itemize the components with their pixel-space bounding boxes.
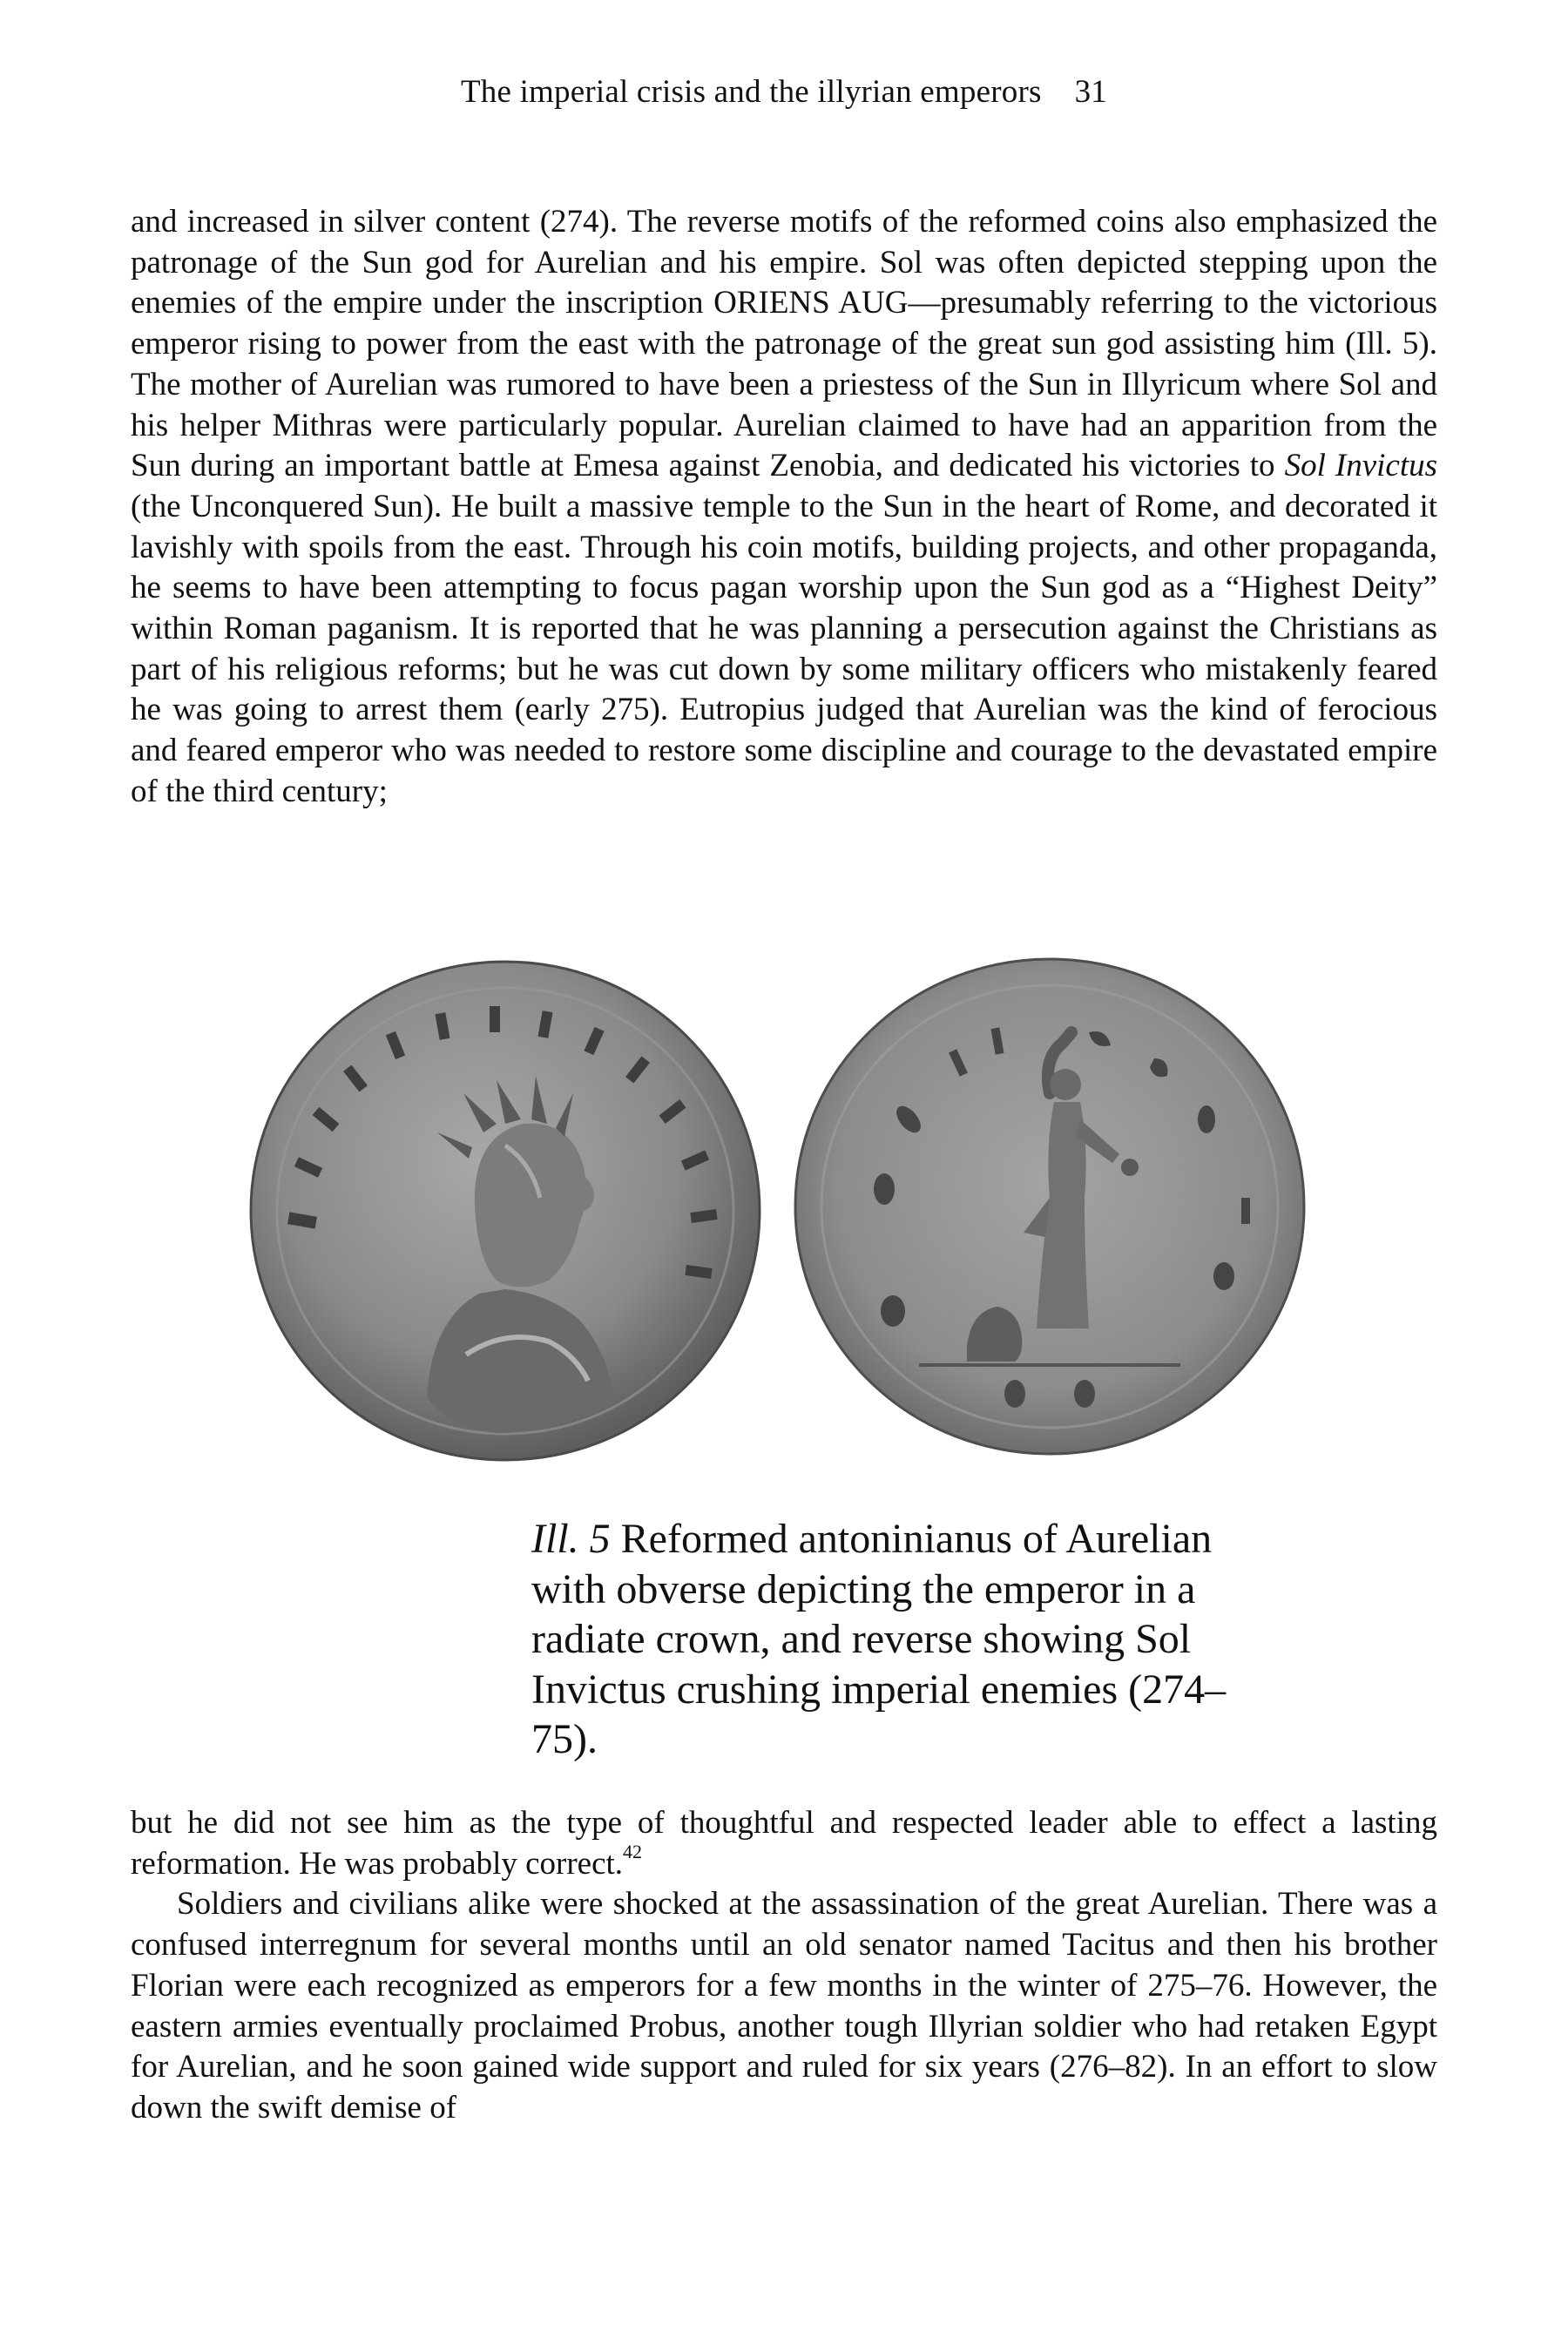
running-header [0, 73, 1568, 111]
paragraph-text: but he did not see him as the type of thoughtful and respected leader able to effect a lasting reformation. He was probably correct. [131, 1805, 1437, 1882]
figure-caption [531, 1514, 1246, 1765]
body-text-bottom [131, 1803, 1437, 2129]
page-number: 31 [1074, 74, 1107, 110]
obverse-coin-image [244, 945, 767, 1468]
footnote-marker: 42 [623, 1841, 643, 1863]
header-title: The imperial crisis and the illyrian emperors [461, 74, 1042, 110]
caption-label: Ill. 5 [531, 1516, 611, 1562]
text-segment: and increased in silver content (274). The reverse motifs of the reformed coins also emphasized the patronage of the Sun god for Aurelian and his empire. Sol was often depicted stepping upon the enemies of the empire under the inscription ORIENS AUG—presumably referring to the victorious emperor rising to power from the east with the patronage of the great sun god assisting him (Ill. 5). The mother of Aurelian was rumored to have been a priestess of the Sun in Illyricum where Sol and his helper Mithras were particularly popular. Aurelian claimed to have had an apparition from the Sun during an important battle at Emesa against Zenobia, and dedicated his victories to [131, 204, 1437, 484]
reverse-coin-image [788, 945, 1311, 1468]
paragraph-continuation [131, 1803, 1437, 1884]
coin-figure [244, 945, 1324, 1468]
caption-text: Reformed antoninianus of Aurelian with obverse depicting the emperor in a radiate crown, and reverse showing Sol Invictus crushing imperial enemies (274–75). [531, 1516, 1227, 1762]
paragraph-aurelian-sun-cult [131, 202, 1437, 813]
text-segment: (the Unconquered Sun). He built a massive temple to the Sun in the heart of Rome, and decorated it lavishly with spoils from the east. Through his coin motifs, building projects, and other propaganda, he seems to have been attempting to focus pagan worship upon the Sun god as a “Highest Deity” within Roman paganism. It is reported that he was planning a persecution against the Christians as part of his religious reforms; but he was cut down by some military officers who mistakenly feared he was going to arrest them (early 275). Eutropius judged that Aurelian was the kind of ferocious and feared emperor who was needed to restore some discipline and courage to the devastated empire of the third century; [131, 488, 1437, 809]
paragraph-assassination: Soldiers and civilians alike were shocked at the assassination of the great Aurelian. There was a confused interregnum for several months until an old senator named Tacitus and then his brother Florian were each recognized as emperors for a few months in the winter of 275–76. However, the eastern armies eventually proclaimed Probus, another tough Illyrian soldier who had retaken Egypt for Aurelian, and he soon gained wide support and ruled for six years (276–82). In an effort to slow down the swift demise of [131, 1886, 1437, 2126]
body-text-top [131, 202, 1437, 813]
italic-term-sol-invictus: Sol Invictus [1284, 448, 1438, 484]
